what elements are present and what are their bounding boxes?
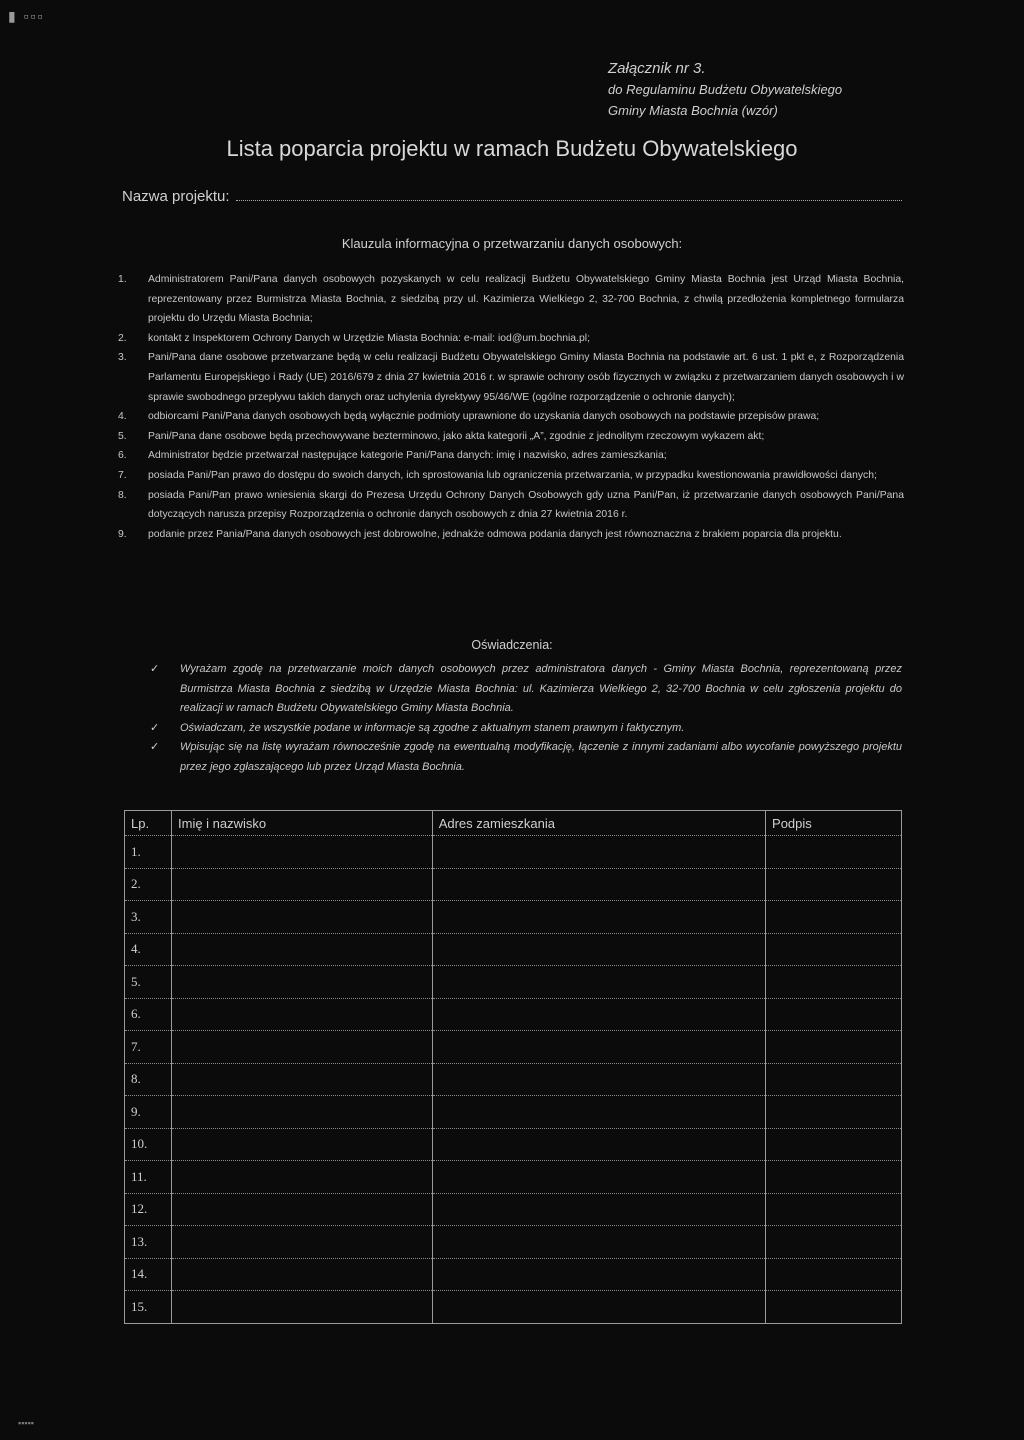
clause-text: Pani/Pana dane osobowe będą przechowywane bezterminowo, jako akta kategorii „A”, zgodnie z jednolitym rzeczowym wykazem akt; [148, 430, 765, 442]
clause-number: 6. [118, 450, 127, 462]
address-cell[interactable] [432, 998, 765, 1031]
checkmark-icon: ✓ [150, 721, 160, 734]
name-cell[interactable] [172, 836, 433, 869]
signature-cell[interactable] [766, 1258, 902, 1291]
table-row [125, 868, 902, 901]
scan-corner-mark: ▮ ▫▫▫ [8, 8, 45, 24]
address-cell[interactable] [432, 901, 765, 934]
signature-cell[interactable] [766, 1031, 902, 1064]
address-cell[interactable] [432, 836, 765, 869]
signature-cell[interactable] [766, 868, 902, 901]
annex-line-1: do Regulaminu Budżetu Obywatelskiego [608, 82, 843, 97]
clause-number: 8. [118, 489, 127, 501]
table-row [125, 1226, 902, 1259]
address-cell[interactable] [432, 868, 765, 901]
address-cell[interactable] [432, 1031, 765, 1064]
clause-number: 5. [118, 430, 127, 442]
annex-header [608, 58, 988, 121]
declaration-item [150, 660, 902, 719]
address-cell[interactable] [432, 1128, 765, 1161]
name-cell[interactable] [172, 1258, 433, 1291]
declarations-title: Oświadczenia: [471, 638, 553, 652]
name-cell[interactable] [172, 901, 433, 934]
clause-text: podanie przez Pania/Pana danych osobowych jest dobrowolne, jednakże odmowa podania danych jest równoznaczna z brakiem poparcia dla projektu. [148, 528, 842, 540]
table-row [125, 1096, 902, 1129]
table-row [125, 1128, 902, 1161]
name-cell[interactable] [172, 1291, 433, 1324]
clause-item [118, 329, 904, 349]
project-name-field[interactable] [122, 188, 902, 205]
signature-cell[interactable] [766, 1063, 902, 1096]
signature-cell[interactable] [766, 1096, 902, 1129]
declaration-text: Oświadczam, że wszystkie podane w informacje są zgodne z aktualnym stanem prawnym i faktycznym. [180, 721, 685, 734]
signature-cell[interactable] [766, 1128, 902, 1161]
clause-text: posiada Pani/Pan prawo do dostępu do swoich danych, ich sprostowania lub ograniczenia przetwarzania, w przypadku kwestionowania prawidłowości danych; [148, 469, 877, 481]
declaration-text: Wyrażam zgodę na przetwarzanie moich danych osobowych przez administratora danych - Gminy Miasta Bochnia, reprezentowaną przez Burmistrza Miasta Bochnia z siedzibą w Urzędzie Miasta Bochnia: ul. Kazimierza Wielkiego 2, 32-700 Bochnia w celu zgłoszenia projektu do realizacji w ramach Budżetu Obywatelskiego Gminy Miasta Bochnia. [180, 663, 902, 714]
annex-line-2: Gminy Miasta Bochnia (wzór) [608, 103, 778, 118]
row-number: 4. [125, 933, 172, 966]
row-number: 15. [125, 1291, 172, 1324]
table-row [125, 1063, 902, 1096]
table-row [125, 1031, 902, 1064]
address-cell[interactable] [432, 1226, 765, 1259]
signature-cell[interactable] [766, 1291, 902, 1324]
table-row [125, 1161, 902, 1194]
address-cell[interactable] [432, 1096, 765, 1129]
row-number: 13. [125, 1226, 172, 1259]
clause-text: Administratorem Pani/Pana danych osobowych pozyskanych w celu realizacji Budżetu Obywatelskiego Gminy Miasta Bochnia jest Urząd Miasta Bochnia, reprezentowany przez Burmistrza Miasta Bochnia, z siedzibą przy ul. Kazimierza Wielkiego 2, 32-700 Bochnia, z chwilą przedłożenia kompletnego formularza projektu do Urzędu Miasta Bochnia; [148, 274, 904, 325]
signature-cell[interactable] [766, 998, 902, 1031]
table-row [125, 1258, 902, 1291]
declaration-item [150, 719, 902, 739]
address-cell[interactable] [432, 1291, 765, 1324]
clause-item [118, 486, 904, 525]
name-cell[interactable] [172, 933, 433, 966]
address-cell[interactable] [432, 1258, 765, 1291]
table-row [125, 998, 902, 1031]
signature-cell[interactable] [766, 933, 902, 966]
name-cell[interactable] [172, 1128, 433, 1161]
address-cell[interactable] [432, 933, 765, 966]
clause-item [118, 348, 904, 407]
signature-cell[interactable] [766, 901, 902, 934]
clause-number: 9. [118, 528, 127, 540]
name-cell[interactable] [172, 868, 433, 901]
clause-text: Pani/Pana dane osobowe przetwarzane będą w celu realizacji Budżetu Obywatelskiego Gminy Miasta Bochnia na podstawie art. 6 ust. 1 pkt e, z Rozporządzenia Parlamentu Europejskiego i Rady (UE) 2016/679 z dnia 27 kwietnia 2016 r. w sprawie ochrony osób fizycznych w związku z przetwarzaniem danych osobowych i w sprawie swobodnego przepływu takich danych oraz uchylenia dyrektywy 95/46/WE (ogólne rozporządzenie o ochronie danych); [148, 352, 904, 403]
header-signature: Podpis [766, 811, 902, 836]
clause-item [118, 466, 904, 486]
row-number: 7. [125, 1031, 172, 1064]
name-cell[interactable] [172, 966, 433, 999]
address-cell[interactable] [432, 966, 765, 999]
name-cell[interactable] [172, 1063, 433, 1096]
annex-number: Załącznik nr 3. [608, 60, 706, 77]
project-name-blank[interactable] [236, 188, 902, 201]
clause-item [118, 525, 904, 545]
table-row [125, 1193, 902, 1226]
address-cell[interactable] [432, 1193, 765, 1226]
table-row [125, 836, 902, 869]
clause-number: 1. [118, 274, 127, 285]
clause-text: posiada Pani/Pan prawo wniesienia skargi do Prezesa Urzędu Ochrony Danych Osobowych gdy uzna Pani/Pan, iż przetwarzanie danych osobowych Pani/Pana dotyczących narusza przepisy Rozporządzenia o ochronie danych osobowych z dnia 27 kwietnia 2016 r. [148, 489, 904, 521]
table-row [125, 901, 902, 934]
clause-number: 7. [118, 469, 127, 481]
table-row [125, 966, 902, 999]
declaration-item [150, 738, 902, 777]
signature-cell[interactable] [766, 836, 902, 869]
clause-item [118, 427, 904, 447]
clause-text: odbiorcami Pani/Pana danych osobowych będą wyłącznie podmioty uprawnione do uzyskania danych osobowych na podstawie przepisów prawa; [148, 411, 820, 423]
header-name: Imię i nazwisko [172, 811, 433, 836]
declaration-text: Wpisując się na listę wyrażam równocześnie zgodę na ewentualną modyfikację, łączenie z innymi zadaniami albo wycofanie powyższego projektu przez jego zgłaszającego lub przez Urząd Miasta Bochnia. [180, 741, 902, 773]
signature-cell[interactable] [766, 966, 902, 999]
name-cell[interactable] [172, 1226, 433, 1259]
checkmark-icon: ✓ [150, 663, 160, 675]
clause-text: Administrator będzie przetwarzał następujące kategorie Pani/Pana danych: imię i nazwisko, adres zamieszkania; [148, 450, 667, 462]
row-number: 1. [125, 836, 172, 869]
name-cell[interactable] [172, 1161, 433, 1194]
header-lp: Lp. [125, 811, 172, 836]
clause-item [118, 407, 904, 427]
clause-number: 4. [118, 411, 127, 423]
clause-number: 3. [118, 352, 127, 364]
name-cell[interactable] [172, 1193, 433, 1226]
row-number: 8. [125, 1063, 172, 1096]
clause-list [118, 270, 904, 544]
row-number: 12. [125, 1193, 172, 1226]
signature-cell[interactable] [766, 1161, 902, 1194]
table-row [125, 1291, 902, 1324]
name-cell[interactable] [172, 1096, 433, 1129]
name-cell[interactable] [172, 1031, 433, 1064]
address-cell[interactable] [432, 1063, 765, 1096]
table-header-row [125, 811, 902, 836]
checkmark-icon: ✓ [150, 741, 160, 753]
row-number: 14. [125, 1258, 172, 1291]
row-number: 6. [125, 998, 172, 1031]
declarations-list [150, 660, 902, 777]
clause-number: 2. [118, 332, 127, 344]
address-cell[interactable] [432, 1161, 765, 1194]
row-number: 3. [125, 901, 172, 934]
row-number: 5. [125, 966, 172, 999]
row-number: 2. [125, 868, 172, 901]
row-number: 11. [125, 1161, 172, 1194]
page-title: Lista poparcia projektu w ramach Budżetu Obywatelskiego [226, 136, 798, 161]
row-number: 9. [125, 1096, 172, 1129]
name-cell[interactable] [172, 998, 433, 1031]
signature-cell[interactable] [766, 1226, 902, 1259]
scan-footer-mark: ▪▪▪▪▪ [18, 1418, 34, 1428]
clause-item [118, 446, 904, 466]
clause-title: Klauzula informacyjna o przetwarzaniu danych osobowych: [341, 236, 683, 251]
row-number: 10. [125, 1128, 172, 1161]
support-list-table [124, 810, 902, 1324]
clause-text: kontakt z Inspektorem Ochrony Danych w Urzędzie Miasta Bochnia: e-mail: iod@um.bochnia.pl; [148, 332, 590, 344]
table-row [125, 933, 902, 966]
header-address: Adres zamieszkania [432, 811, 765, 836]
project-name-label: Nazwa projektu: [122, 188, 230, 205]
signature-cell[interactable] [766, 1193, 902, 1226]
clause-item [118, 270, 904, 329]
